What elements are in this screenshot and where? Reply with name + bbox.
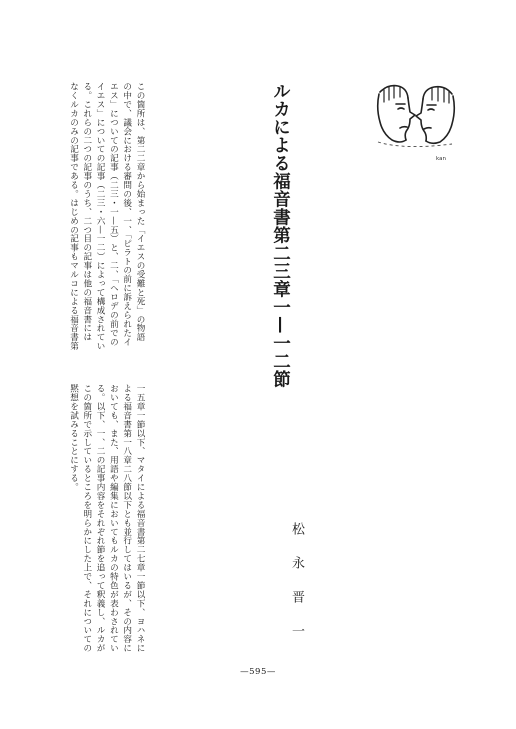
- body-line: よる福音書第一八章二八節以下とも並行してはいるが、その内容に: [121, 384, 132, 653]
- body-paragraph-top: [66, 82, 146, 351]
- body-line: 一五章一節以下、マタイによる福音書第二七章一節以下、ヨハネに: [135, 384, 145, 653]
- two-faces-sketch-icon: [374, 82, 458, 164]
- body-line: この箇所で示しているところを明らかにした上で、それについての: [81, 384, 92, 653]
- body-line: る。以下、一、二の記事内容をそれぞれ節を追って釈義し、ルカが: [95, 384, 106, 653]
- body-line: る。これらの二つの記事のうち、二つ目の記事は他の福音書には: [81, 82, 92, 342]
- body-line: の中で、議会における審問の後、一、「ピラトの前に訴えられたイ: [121, 82, 132, 347]
- body-paragraph-bottom: [66, 384, 146, 653]
- body-line: イエス」についての記事（二三・六—一二）によって構成されてい: [95, 82, 106, 351]
- body-line: なくルカのみの記事である。はじめの記事もマルコによる福音書第: [68, 82, 79, 351]
- body-line: エス」についての記事（二三・一—五）と、二、「ヘロデの前での: [108, 82, 119, 347]
- body-line: おいても、また、用語や編集においてもルカの特色が表わされてい: [108, 384, 119, 653]
- body-line: この箇所は、第二二章から始まった「イエスの受難と死」の物語: [135, 82, 145, 342]
- author-name: 松永晋一: [289, 522, 304, 658]
- page-number: —595—: [240, 667, 276, 677]
- column-divider: [36, 374, 432, 375]
- page-title: ルカによる福音書第二三章一—一二節: [270, 82, 291, 388]
- illustration-signature: kan: [436, 156, 446, 162]
- body-line: 黙想を試みることにする。: [68, 384, 79, 492]
